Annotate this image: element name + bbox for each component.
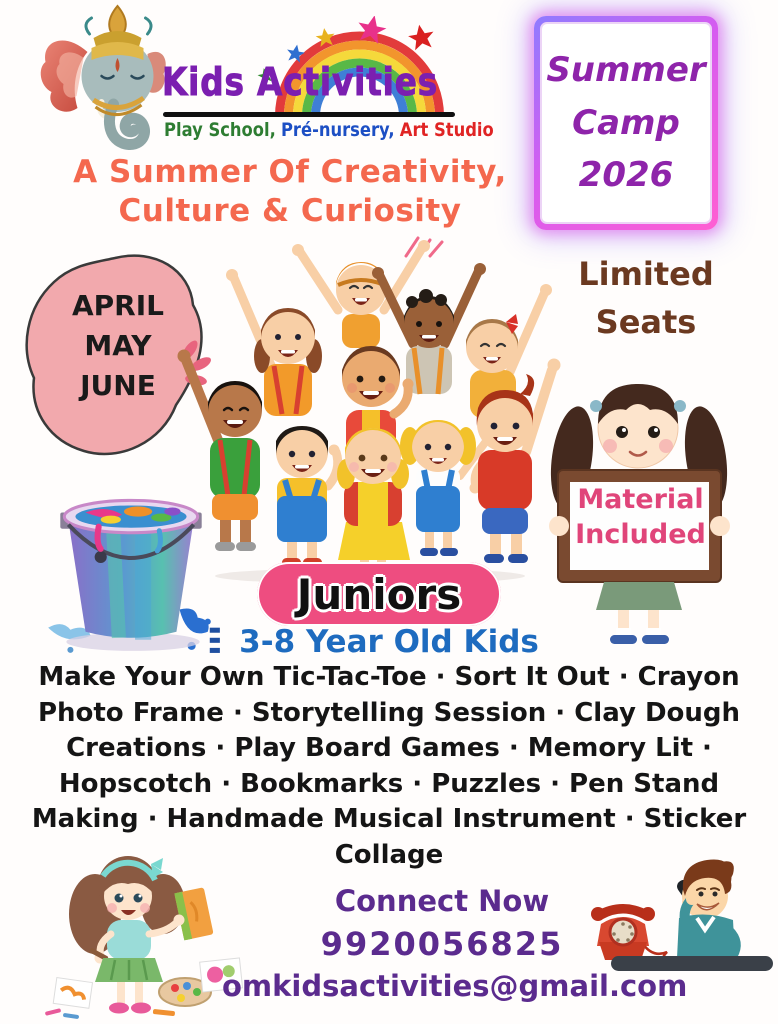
material-included-sign-text (568, 482, 713, 552)
contact-email: omkidsactivities@gmail.com (222, 969, 688, 1003)
month-june: JUNE (80, 369, 156, 403)
contact-cta: Connect Now (334, 884, 550, 918)
camp-badge-line2: Camp (572, 102, 680, 143)
age-range: 3-8 Year Old Kids (239, 624, 539, 660)
craft-book-icon (174, 887, 213, 940)
contact-block (222, 884, 688, 1003)
batch-name: Juniors (296, 569, 462, 619)
brand-underline (163, 112, 455, 117)
month-april: APRIL (71, 289, 164, 322)
kids-group-illustration (170, 238, 562, 584)
headline-line2: Culture & Curiosity (118, 192, 462, 229)
limited-seats-line1: Limited (578, 255, 714, 293)
craft-paper-icon (53, 978, 92, 1009)
tagline-play-school: Play School, (164, 119, 276, 141)
ganesha-elephant-illustration (34, 4, 172, 154)
camp-badge-line1: Summer (546, 49, 706, 90)
summer-camp-badge (534, 16, 718, 230)
sign-line2: Included (575, 519, 706, 551)
brand-name: Kids Activities (162, 60, 439, 104)
headline (20, 153, 560, 231)
contact-phone: 9920056825 (320, 925, 564, 963)
month-may: MAY (84, 329, 152, 363)
brand-tagline (164, 119, 499, 141)
batch-pill (257, 562, 501, 626)
headline-line1: A Summer Of Creativity, (73, 154, 507, 190)
camp-badge-line3: 2026 (578, 155, 674, 196)
limited-seats-line2: Seats (595, 303, 697, 341)
tagline-pre-nursery: Pré-nursery, (280, 119, 395, 141)
limited-seats (566, 250, 726, 346)
camp-months (48, 286, 188, 406)
tagline-art-studio: Art Studio (399, 119, 494, 141)
activities-list: Make Your Own Tic-Tac-Toe · Sort It Out · Crayon Photo Frame · Storytelling Session · Clay Dough Creations · Play Board Games · Memory Lit · Hopscotch · Bookmarks · Puzzles · Pen Stand Making · Handmade Musical Instrument · Sticker Collage (31, 662, 747, 871)
sign-line1: Material (577, 484, 704, 515)
